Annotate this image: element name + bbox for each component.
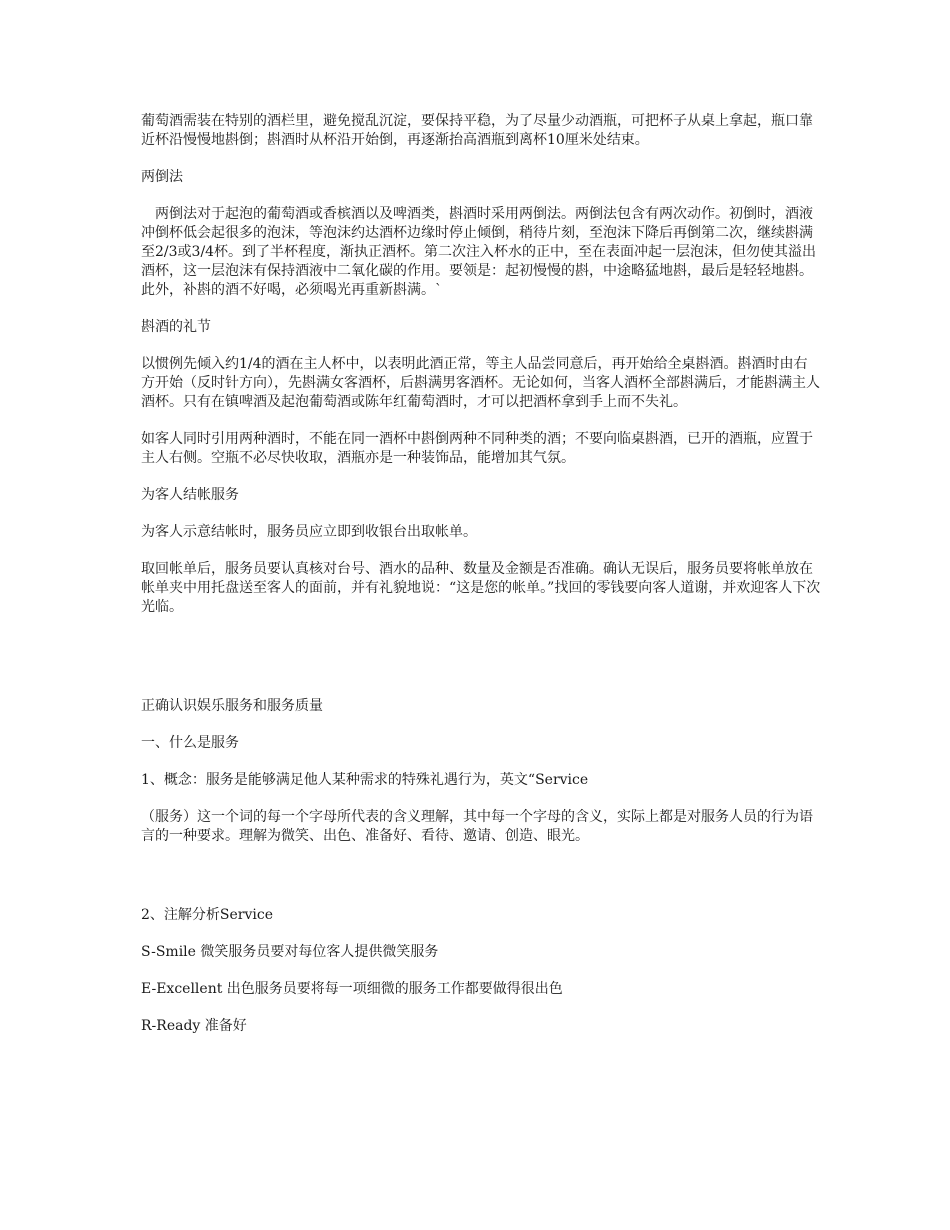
paragraph-etiquette-rules: 如客人同时引用两种酒时，不能在同一酒杯中斟倒两种不同种类的酒；不要向临桌斟酒，已开的酒瓶，应置于主人右侧。空瓶不必尽快收取，酒瓶亦是一种装饰品，能增加其气氛。	[141, 431, 813, 466]
heading-what-is-service: 一、什么是服务	[141, 735, 239, 751]
section-spacer	[141, 864, 821, 906]
paragraph-checkout-process: 取回帐单后，服务员要认真核对台号、酒水的品种、数量及金额是否准确。确认无误后，服务员要将帐单放在帐单夹中用托盘送至客人的面前，并有礼貌地说：“这是您的帐单。”找回的零钱要向客人道谢，并欢迎客人下次光临。	[141, 561, 821, 615]
paragraph-checkout-request: 为客人示意结帐时，服务员应立即到收银台出取帐单。	[141, 524, 477, 540]
paragraph-wine-pouring: 葡萄酒需装在特别的酒栏里，避免搅乱沉淀，要保持平稳，为了尽量少动酒瓶，可把杯子从桌上拿起，瓶口靠近杯沿慢慢地斟倒；斟酒时从杯沿开始倒，再逐渐抬高酒瓶到离杯10厘米处结束。	[141, 113, 813, 148]
heading-entertainment-service: 正确认识娱乐服务和服务质量	[141, 698, 323, 714]
paragraph-service-concept: 1、概念：服务是能够满足他人某种需求的特殊礼遇行为，英文“Service	[141, 772, 589, 788]
list-item-excellent: E-Excellent 出色服务员要将每一项细微的服务工作都要做得很出色	[141, 981, 563, 997]
paragraph-etiquette-order: 以惯例先倾入约1/4的酒在主人杯中，以表明此酒正常，等主人品尝同意后，再开始给全桌斟酒。斟酒时由右方开始（反时针方向），先斟满女客酒杯，后斟满男客酒杯。无论如何，当客人酒杯全部斟满后，才能斟满主人酒杯。只有在镇啤酒及起泡葡萄酒或陈年红葡萄酒时，才可以把酒杯拿到手上而不失礼。	[141, 356, 820, 410]
list-item-smile: S-Smile 微笑服务员要对每位客人提供微笑服务	[141, 944, 439, 960]
document-page	[141, 112, 821, 1054]
heading-checkout-service: 为客人结帐服务	[141, 487, 239, 503]
list-item-ready: R-Ready 准备好	[141, 1018, 247, 1034]
section-spacer	[141, 635, 821, 697]
paragraph-two-pour-method: 两倒法对于起泡的葡萄酒或香槟酒以及啤酒类，斟酒时采用两倒法。两倒法包含有两次动作。初倒时，酒液冲倒杯低会起很多的泡沫，等泡沫约达酒杯边缘时停止倾倒，稍待片刻，至泡沫下降后再倒第二次，继续斟满至2/3或3/4杯。到了半杯程度，渐执正酒杯。第二次注入杯水的正中，至在表面冲起一层泡沫，但勿使其溢出酒杯，这一层泡沫有保持酒液中二氧化碳的作用。要领是：起初慢慢的斟，中途略猛地斟，最后是轻轻地斟。此外，补斟的酒不好喝，必须喝光再重新斟满。`	[141, 206, 817, 298]
heading-pouring-etiquette: 斟酒的礼节	[141, 319, 211, 335]
heading-two-pour-method: 两倒法	[141, 169, 183, 185]
paragraph-service-meaning: （服务）这一个词的每一个字母所代表的含义理解，其中每一个字母的含义，实际上都是对服务人员的行为语言的一种要求。理解为微笑、出色、准备好、看待、邀请、创造、眼光。	[141, 809, 813, 844]
heading-service-analysis: 2、注解分析Service	[141, 907, 273, 923]
